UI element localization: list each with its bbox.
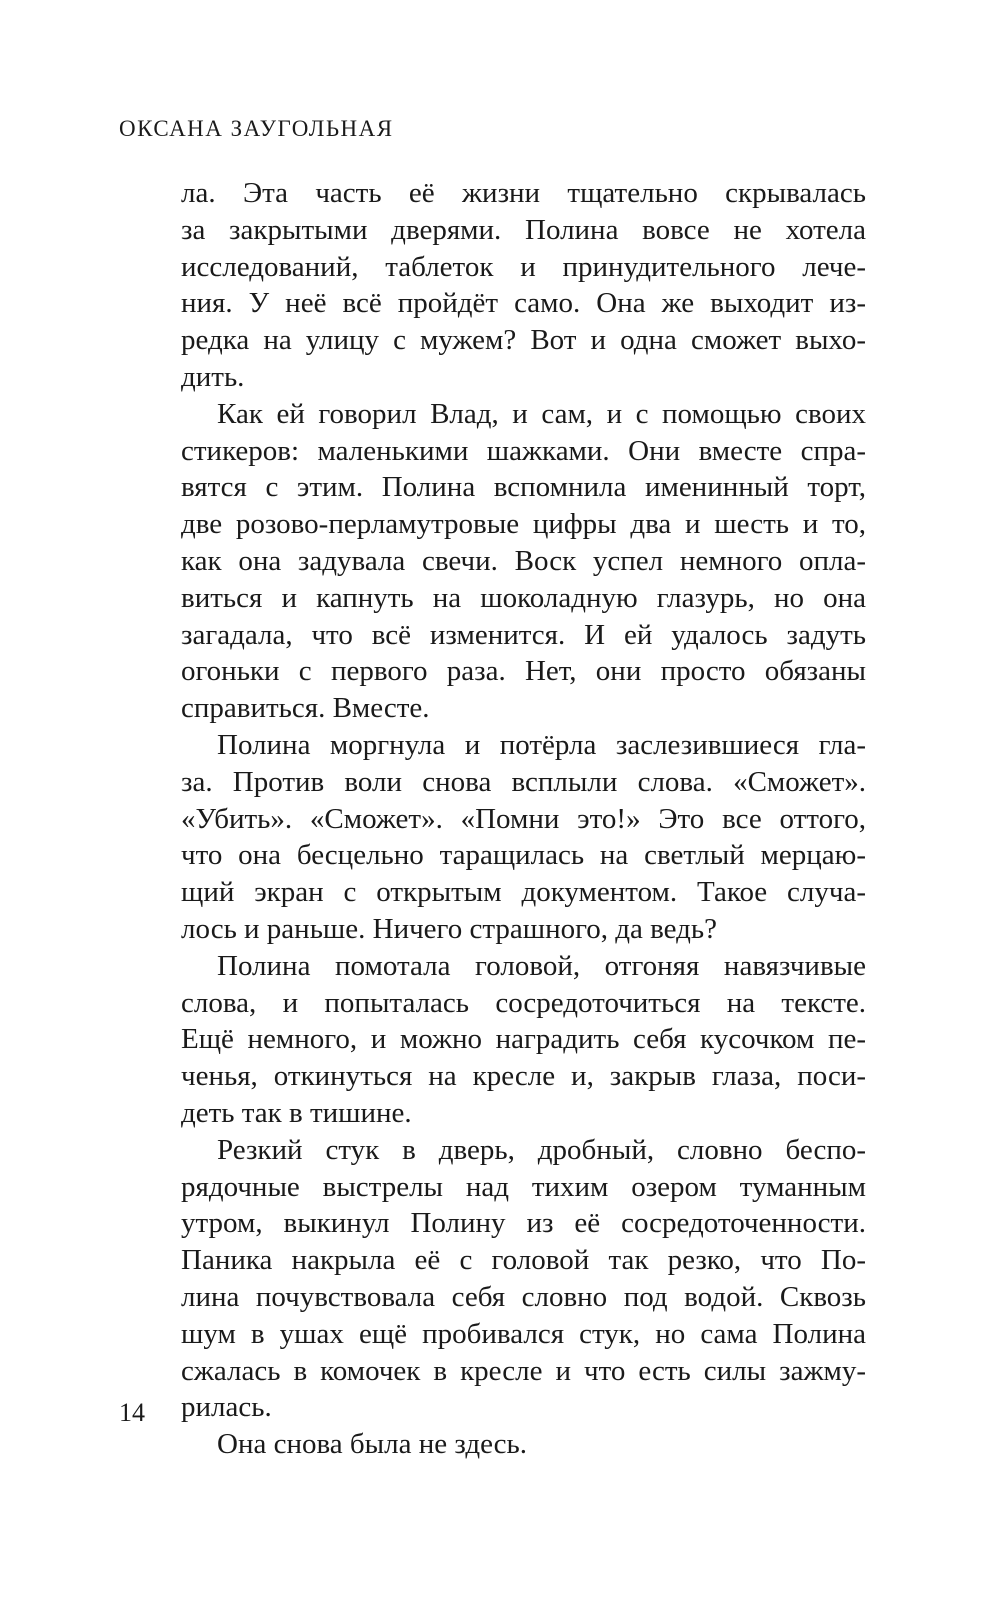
text-line: Полина моргнула и потёрла заслезившиеся гла- (217, 728, 866, 761)
text-line: дить. (181, 360, 245, 393)
text-line: ния. У неё всё пройдёт само. Она же выходит из- (181, 287, 866, 320)
text-line: ченья, откинуться на кресле и, закрыв глаза, поси- (181, 1060, 866, 1093)
text-line: щий экран с открытым документом. Такое случа- (181, 876, 866, 909)
text-line: Как ей говорил Влад, и сам, и с помощью своих (217, 397, 866, 430)
text-line: Полина помотала головой, отгоняя навязчивые (217, 949, 866, 982)
page-number: 14 (119, 1398, 145, 1427)
text-line: рядочные выстрелы над тихим озером туманным (181, 1170, 866, 1203)
text-line: редка на улицу с мужем? Вот и одна сможет выхо- (181, 324, 866, 357)
text-line: стикеров: маленькими шажками. Они вместе спра- (181, 434, 866, 467)
body-text (181, 175, 866, 1463)
text-line: деть так в тишине. (181, 1096, 412, 1129)
text-line: ла. Эта часть её жизни тщательно скрывалась (181, 177, 866, 209)
text-line: Она снова была не здесь. (217, 1428, 528, 1461)
text-line: утром, выкинул Полину из её сосредоточенности. (181, 1207, 866, 1240)
text-line: шум в ушах ещё пробивался стук, но сама Полина (181, 1317, 866, 1350)
text-line: за закрытыми дверями. Полина вовсе не хотела (181, 213, 866, 246)
text-line: вятся с этим. Полина вспомнила именинный торт, (181, 471, 866, 504)
text-line: Ещё немного, и можно наградить себя кусочком пе- (181, 1023, 866, 1056)
text-line: рилась. (181, 1391, 272, 1424)
text-line: справиться. Вместе. (181, 692, 430, 725)
text-line: за. Против воли снова всплыли слова. «Сможет». (181, 765, 866, 798)
text-line: огоньки с первого раза. Нет, они просто обязаны (181, 655, 866, 688)
text-line: исследований, таблеток и принудительного лече- (181, 250, 866, 283)
text-line: как она задувала свечи. Воск успел немного опла- (181, 544, 866, 577)
text-line: Паника накрыла её с головой так резко, что По- (181, 1244, 866, 1277)
text-line: две розово-перламутровые цифры два и шесть и то, (181, 508, 866, 541)
text-line: сжалась в комочек в кресле и что есть силы зажму- (181, 1354, 866, 1387)
text-line: что она бесцельно таращилась на светлый мерцаю- (181, 839, 866, 872)
text-line: лина почувствовала себя словно под водой. Сквозь (181, 1280, 866, 1313)
text-line: слова, и попыталась сосредоточиться на тексте. (181, 986, 866, 1019)
text-line: «Убить». «Сможет». «Помни это!» Это все оттого, (181, 802, 866, 835)
text-line: виться и капнуть на шоколадную глазурь, но она (181, 581, 866, 614)
running-head: ОКСАНА ЗАУГОЛЬНАЯ (119, 116, 394, 141)
text-line: Резкий стук в дверь, дробный, словно беспо- (217, 1133, 866, 1166)
text-line: лось и раньше. Ничего страшного, да ведь? (181, 912, 718, 945)
text-line: загадала, что всё изменится. И ей удалось задуть (181, 618, 866, 651)
